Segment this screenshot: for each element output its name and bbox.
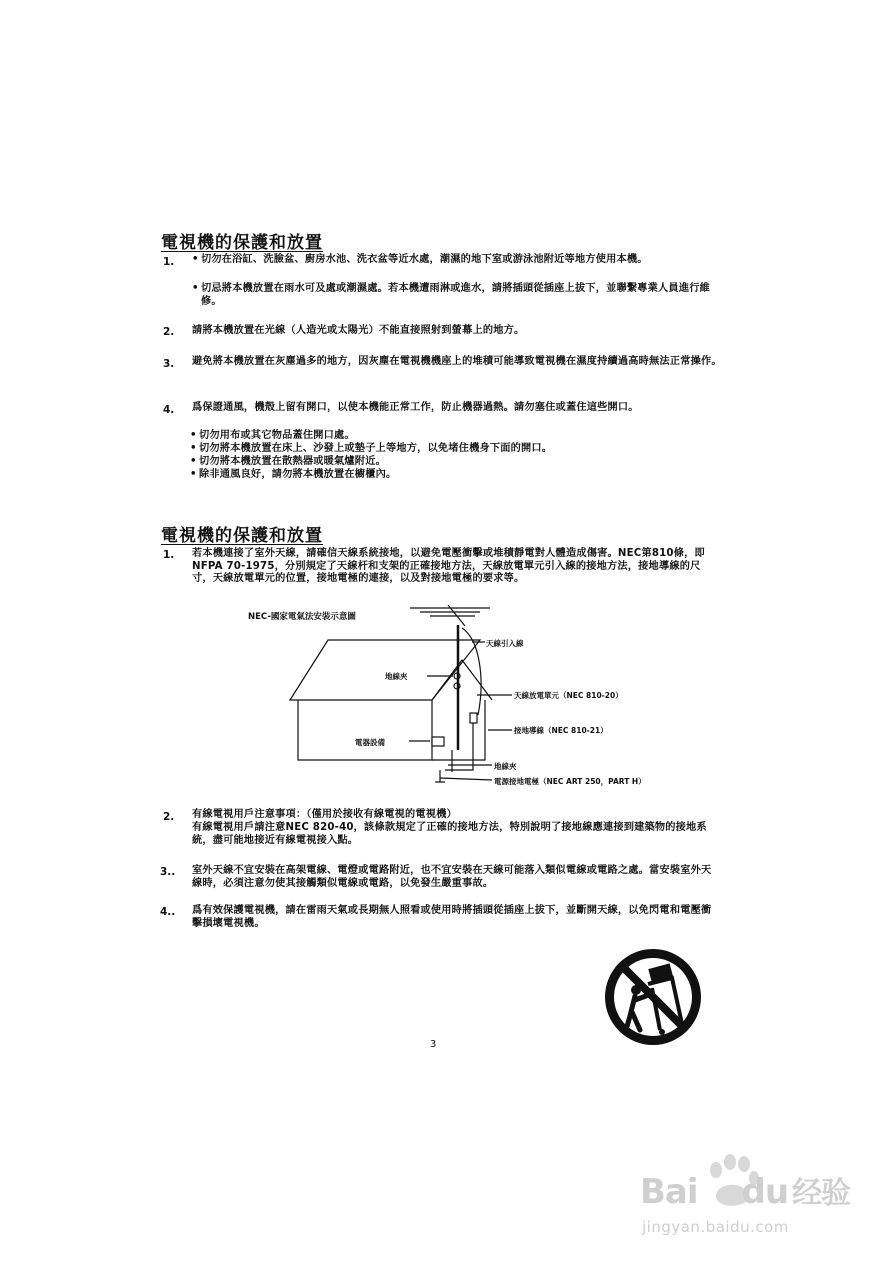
page-number: 3 (430, 1039, 437, 1050)
item-number: 4.. (160, 906, 176, 918)
section-title-2: 電視機的保護和放置 (161, 526, 323, 546)
watermark-url: jingyan.baidu.com (642, 1218, 789, 1236)
diagram-label-ground-clamp: 地線夾 (385, 672, 408, 681)
paragraph: 若本機連接了室外天線，請確信天線系統接地，以避免電壓衝擊或堆積靜電對人體造成傷害。NEC第810條，即NFPA 70-1975，分別規定了天線杆和支架的正確接地方法，天線放電單元引入線的接地方法，接地導線的尺寸，天線放電單元的位置，接地電極的連接，以及對接地電極的要求等。 (192, 548, 705, 584)
cart-warning-icon (602, 946, 704, 1048)
paragraph: 爲有效保護電視機，請在雷雨天氣或長期無人照看或使用時將插頭從插座上拔下，並斷開天線，以免閃電和電壓衝擊損壞電視機。 (192, 905, 712, 929)
item-number: 2. (163, 811, 175, 823)
section-title-1: 電視機的保護和放置 (161, 233, 323, 253)
watermark-suffix: 经验 (792, 1176, 851, 1211)
paragraph: 室外天線不宜安裝在高架電線、電燈或電路附近，也不宜安裝在天線可能落入類似電線或電路之處。當安裝室外天線時，必須注意勿使其接觸類似電線或電路，以免發生嚴重事故。 (192, 865, 712, 889)
diagram-label-equipment: 電器設備 (355, 738, 385, 747)
list-item: • 切勿將本機放置在散熱器或暖氣爐附近。 (199, 456, 719, 469)
diagram-label-lead-in: 天線引入線 (486, 639, 524, 648)
list-item: • 切勿將本機放置在床上、沙發上或墊子上等地方，以免堵住機身下面的開口。 (199, 443, 719, 456)
item-number: 1. (163, 549, 175, 561)
paragraph: 爲保證通風，機殼上留有開口，以使本機能正常工作，防止機器過熱。請勿塞住或蓋住這些開口。 (192, 402, 639, 413)
paragraph: 有線電視用戶請注意NEC 820-40，該條款規定了正確的接地方法，特別說明了接地線應連接到建築物的接地系統，盡可能地接近有線電視接入點。 (192, 822, 707, 846)
item-number: 4. (163, 404, 175, 416)
diagram-label-ground-clamp-bottom: 地線夾 (494, 762, 517, 771)
item-number: 1. (163, 256, 175, 268)
item-number: 3.. (160, 866, 176, 878)
antenna-grounding-diagram (280, 600, 700, 790)
baidu-watermark (640, 1150, 880, 1250)
item-number: 3. (163, 358, 175, 370)
item-number: 2. (163, 326, 175, 338)
paragraph-heading: 有線電視用戶注意事項：（僅用於接收有線電視的電視機） (192, 809, 457, 820)
list-item: • 除非通風良好，請勿將本機放置在櫥櫃內。 (199, 469, 719, 482)
watermark-brand2: du (741, 1172, 789, 1212)
paragraph: 請將本機放置在光線（人造光或太陽光）不能直接照射到螢幕上的地方。 (192, 325, 525, 336)
diagram-label-electrode: 電源接地電極（NEC ART 250，PART H） (494, 777, 646, 786)
diagram-caption: NEC-國家電氣法安裝示意圖 (248, 612, 356, 622)
list-item: • 切勿用布或其它物品蓋住開口處。 (199, 430, 719, 443)
list-item: • 切勿在浴缸、洗臉盆、廚房水池、洗衣盆等近水處，潮濕的地下室或游泳池附近等地方使用本機。 (201, 254, 721, 267)
list-item: • 切忌將本機放置在雨水可及處或潮濕處。若本機遭雨淋或進水，請將插頭從插座上拔下，並聯繫專業人員進行維修。 (201, 283, 721, 308)
diagram-label-discharge-unit: 天線放電單元（NEC 810-20） (514, 691, 623, 700)
paragraph: 避免將本機放置在灰塵過多的地方，因灰塵在電視機機座上的堆積可能導致電視機在濕度持續過高時無法正常操作。 (192, 356, 722, 367)
diagram-label-ground-conductor: 接地導線（NEC 810-21） (514, 726, 608, 735)
watermark-brand: Bai (640, 1172, 698, 1212)
